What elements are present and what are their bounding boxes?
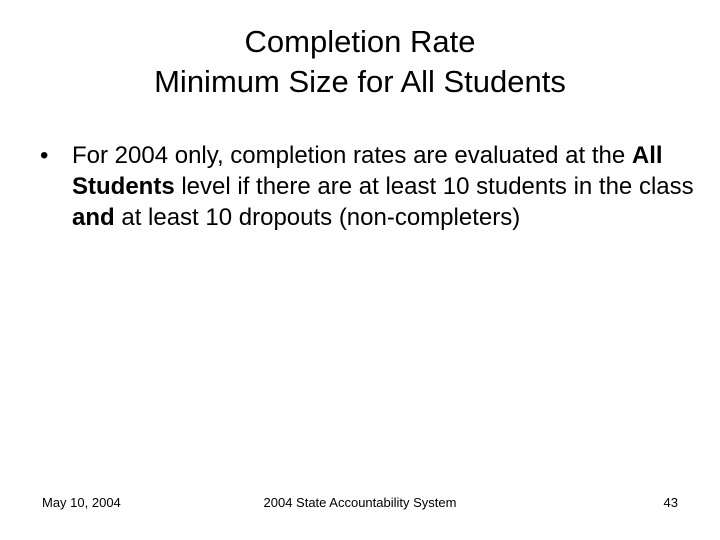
bullet-text bbox=[72, 140, 700, 233]
slide-title bbox=[0, 22, 720, 102]
footer-date: May 10, 2004 bbox=[42, 495, 121, 510]
bullet-text-bold-all-students: All Students bbox=[72, 142, 663, 200]
bullet-marker: • bbox=[40, 142, 49, 169]
bullet-text-part-2: level if there are at least 10 students in the class bbox=[174, 173, 694, 200]
bullet-text-part-3: at least 10 dropouts (non-completers) bbox=[114, 204, 521, 231]
title-line-1: Completion Rate bbox=[244, 24, 476, 59]
footer-center-text: 2004 State Accountability System bbox=[263, 495, 457, 510]
bullet-text-bold-and: and bbox=[72, 204, 115, 231]
bullet-text-part-1: For 2004 only, completion rates are evaluated at the bbox=[72, 142, 632, 169]
bullet-item bbox=[40, 140, 700, 233]
title-line-2: Minimum Size for All Students bbox=[154, 64, 566, 99]
footer-page-number: 43 bbox=[663, 495, 678, 510]
